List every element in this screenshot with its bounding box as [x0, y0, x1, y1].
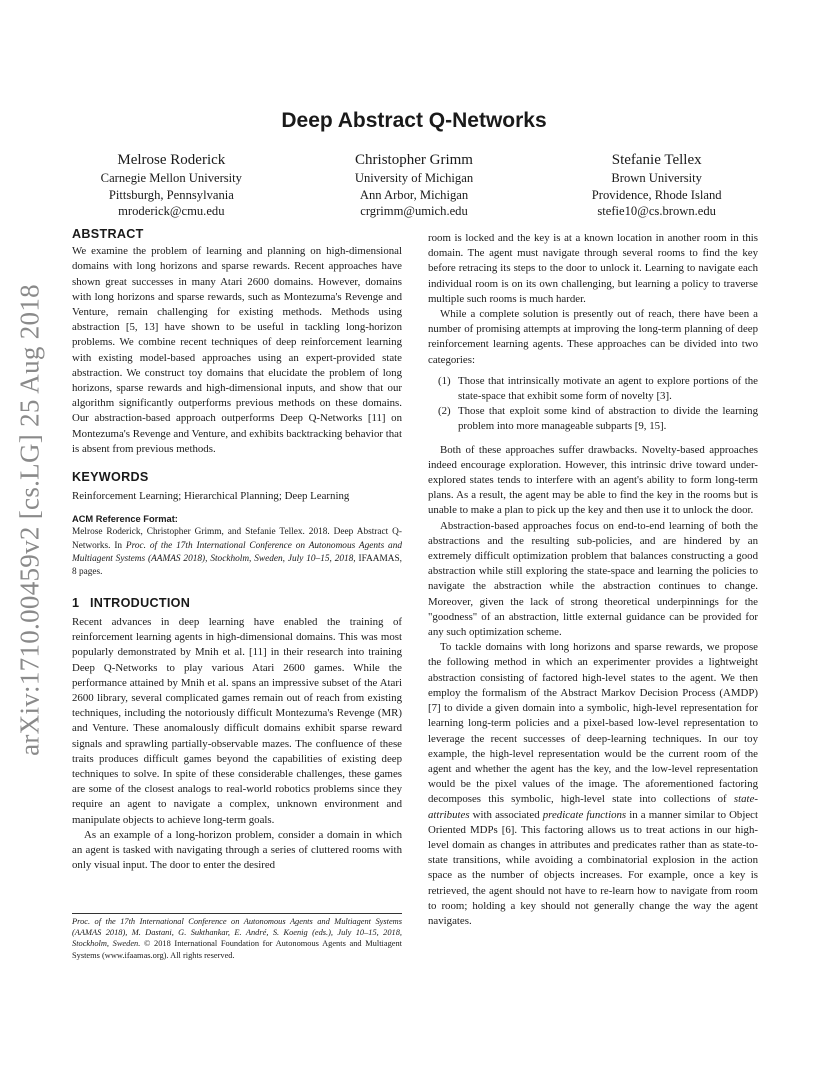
author-email[interactable]: mroderick@cmu.edu: [118, 204, 225, 218]
section-number: 1: [72, 595, 80, 610]
arxiv-identifier-sidebar: [10, 285, 50, 755]
intro-paragraph-1: Recent advances in deep learning have enabled the training of reinforcement learning agents in high-dimensional domains. This was most popularly demonstrated by Mnih et al. [11] in their research into training Deep Q-Networks to play various Atari 2600 games. While the performance attained by Mnih et al. spans an impressive subset of the Atari 2600 library, several complicated games remain out of reach from existing techniques, including the notoriously difficult Montezuma's Revenge (MR) and Venture. These anomalously difficult domains exhibit sparse reward signals and sprawling partially-observable mazes. The confluence of these traits produces difficult games beyond the capabilities of existing deep techniques to solve. In spite of these considerable challenges, these games are some of the closest analogs to real-world robotics problems since they require an agent to navigate a complex, unknown environment and manipulate objects to achieve long-term goals.: [72, 616, 402, 826]
state-attributes-term: state-attributes: [428, 793, 758, 821]
paper-title: Deep Abstract Q-Networks: [281, 109, 547, 132]
introduction-heading: [72, 596, 402, 611]
left-column: [72, 227, 402, 873]
acm-reference-text: [72, 526, 402, 578]
list-item-label: (1): [438, 374, 451, 387]
acm-reference-authors: Melrose Roderick, Christopher Grimm, and Stefanie Tellex. 2018. Deep Abstract Q-Networks. In: [72, 527, 402, 551]
right-column: [428, 231, 758, 929]
author-block: [50, 151, 778, 220]
author-location: Ann Arbor, Michigan: [359, 187, 469, 202]
intro-paragraph-2: As an example of a long-horizon problem, consider a domain in which an agent is tasked with navigating through a series of cluttered rooms with only visual input. The door to enter the desired: [72, 828, 402, 872]
abstract-text: We examine the problem of learning and planning on high-dimensional domains with long horizons and sparse rewards. Recent approaches have shown great successes in many Atari 2600 domains. However, domains with long horizons and sparse rewards, such as Montezuma's Revenge and Venture, remain challenging for existing methods. Methods using abstraction [5, 13] have shown to be useful in tackling long-horizon problems. We combine recent techniques of deep reinforcement learning with existing model-based approaches using an expert-provided state abstraction. We construct toy domains that elucidate the problem of long horizons, sparse rewards and high-dimensional inputs, and show that our algorithm significantly outperforms previous methods on these domains. Our abstraction-based approach outperforms Deep Q-Networks [11] on Montezuma's Revenge and Venture, and exhibits backtracking behavior that is absent from previous methods.: [72, 245, 402, 455]
arxiv-identifier: arXiv:1710.00459v2 [cs.LG] 25 Aug 2018: [14, 284, 45, 756]
author-location: Providence, Rhode Island: [591, 187, 722, 202]
list-item-text: Those that exploit some kind of abstraction to divide the learning problem into more manageable subparts [9, 15].: [458, 405, 758, 433]
acm-reference-publisher: IFAAMAS, 8 pages.: [72, 553, 402, 577]
intro-paragraph-while: While a complete solution is presently out of reach, there have been a number of promising attempts at improving the long-term planning of deep reinforcement learning agents. These approaches can be divided into two categories:: [428, 308, 758, 366]
acm-reference-venue: Proc. of the 17th International Conference on Autonomous Agents and Multiagent Systems (AAMAS 2018), Stockholm, Sweden, July 10–15, 2018,: [72, 540, 402, 564]
approach-list: [428, 374, 758, 435]
author-affiliation: University of Michigan: [354, 171, 474, 185]
tackle-text-c: in a manner similar to Object Oriented MDPs [6]. This factoring allows us to treat actions in our high-level domain as changes in attributes and predicates rather than as state-to-state transitions, while avoiding a combinatorial explosion in the action space as the number of objects increases. For example, once a key is retrieved, the agent should not have to re-learn how to navigate from room to room; holding a key should not generally change the way the agent navigates.: [428, 808, 758, 927]
author-email[interactable]: crgrimm@umich.edu: [360, 204, 468, 218]
list-item-text: Those that intrinsically motivate an agent to explore portions of the state-space that exhibit some form of novelty [3].: [458, 374, 758, 403]
list-item: [428, 374, 758, 404]
footnote-proceedings: Proc. of the 17th International Conference on Autonomous Agents and Multiagent Systems (AAMAS 2018), M. Dastani, G. Sukthankar, E. André, S. Koenig (eds.), July 10–15, 2018, Stockholm, Sweden.: [72, 917, 402, 949]
author-name: Christopher Grimm: [355, 152, 473, 168]
author-name: Stefanie Tellex: [611, 152, 702, 168]
intro-paragraph-continued: room is locked and the key is at a known location in another room in this domain. The agent must navigate through several rooms to find the key before retracing its steps to the door to unlock it. Learning to navigate each individual room is on its own challenging, but learning a policy to traverse multiple such rooms is much harder.: [428, 232, 758, 305]
list-item: [428, 404, 758, 434]
copyright-footnote: [72, 913, 402, 961]
intro-paragraph-tackle: [428, 640, 758, 929]
author-2: [293, 151, 536, 220]
author-affiliation: Brown University: [611, 171, 702, 185]
abstract-heading: ABSTRACT: [72, 227, 144, 241]
intro-paragraph-abstraction: Abstraction-based approaches focus on end-to-end learning of both the abstractions and the resulting sub-policies, and are hindered by an extremely difficult optimization problem that balances constructing a good abstraction while still exploring the state-space and learning the policies to navigate the abstraction while the abstraction continues to change. Moreover, given the lack of strong theoretical underpinnings for the "goodness" of an abstraction, little external guidance can be provided for any such optimization scheme.: [428, 519, 758, 639]
author-1: [50, 151, 293, 220]
author-email[interactable]: stefie10@cs.brown.edu: [597, 204, 716, 218]
acm-reference-label: ACM Reference Format:: [72, 514, 178, 525]
tackle-text-a: To tackle domains with long horizons and sparse rewards, we propose the following method in which an experimenter provides a lightweight abstraction consisting of factored high-level states to the agent. We then employ the formalism of the Abstract Markov Decision Process (AMDP) [7] to divide a given domain into a symbolic, high-level representation for learning long-term policies and a pixel-based low-level representation to leverage the recent successes of deep-learning techniques. In our toy example, the high-level representation would be the current room of the agent and whether the agent has the key, and the low-level representation would be the pixel values of the image. The aforementioned factoring decomposes this symbolic, high-level state into collections of: [428, 641, 758, 806]
author-name: Melrose Roderick: [117, 152, 226, 168]
tackle-text-b: with associated: [469, 808, 543, 821]
list-item-label: (2): [438, 405, 451, 418]
footnote-copyright: © 2018 International Foundation for Autonomous Agents and Multiagent Systems (www.ifaamas.org). All rights reserved.: [72, 939, 402, 960]
author-location: Pittsburgh, Pennsylvania: [108, 187, 234, 202]
predicate-functions-term: predicate functions: [542, 808, 627, 821]
intro-paragraph-both: Both of these approaches suffer drawbacks. Novelty-based approaches indeed encourage exploration. However, this intrinsic drive toward under-explored states tends to interfere with an agent's ability to form long-term plans. As a result, the agent may be able to find the key in the rooms but is unable to make a plan to pick up the key and then use it to unlock the door.: [428, 443, 758, 517]
author-3: [535, 151, 778, 220]
keywords-text: Reinforcement Learning; Hierarchical Planning; Deep Learning: [72, 490, 350, 503]
section-title: INTRODUCTION: [90, 595, 191, 610]
keywords-heading: KEYWORDS: [72, 470, 149, 485]
author-affiliation: Carnegie Mellon University: [100, 171, 242, 185]
